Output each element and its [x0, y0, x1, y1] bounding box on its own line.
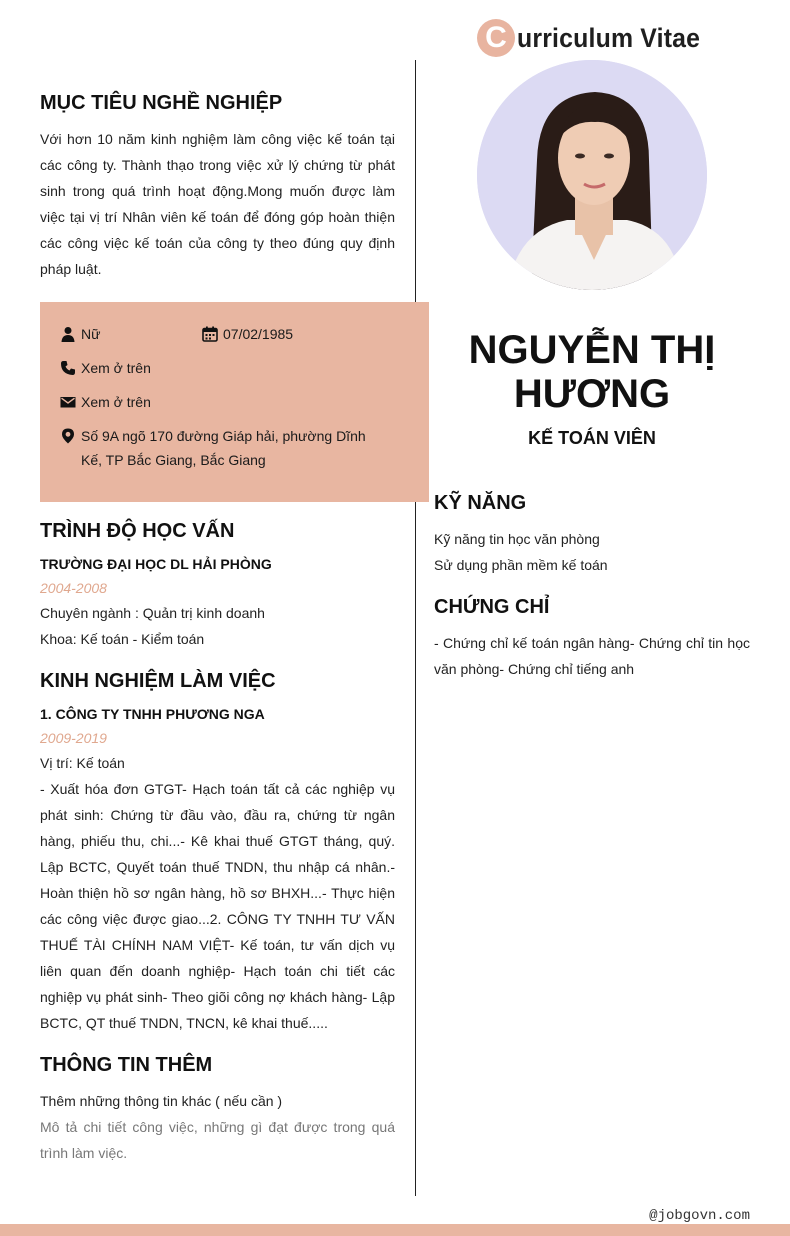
column-divider	[415, 60, 416, 1196]
watermark-link[interactable]: @jobgovn.com	[649, 1208, 750, 1224]
additional-line-1: Thêm những thông tin khác ( nếu cần )	[40, 1093, 283, 1109]
birthdate-value: 07/02/1985	[223, 326, 294, 342]
profile-photo	[477, 60, 707, 290]
footer-bar	[0, 1224, 790, 1236]
location-pin-icon	[60, 428, 76, 444]
logo-text: urriculum Vitae	[517, 22, 701, 53]
gender-value: Nữ	[81, 326, 101, 342]
experience-description: - Xuất hóa đơn GTGT- Hạch toán tất cả các nghiệp vụ phát sinh: Chứng từ đầu vào, đầu ra, chứng từ ngân hàng, phiếu thu, chi...- Kê khai thuế GTGT tháng, quý. Lập BCTC, Quyết toán thuế TNDN, thu nhập cá nhân.- Hoàn thiện hồ sơ ngân hàng, hồ sơ BHXH...- Thực hiện các công việc được giao...2. CÔNG TY TNHH TƯ VẤN THUẾ TÀI CHÍNH NAM VIỆT- Kế toán, tư vấn dịch vụ liên quan đến doanh nghiệp- Hạch toán chi tiết các nghiệp vụ phát sinh- Theo giõi công nợ khách hàng- Lập BCTC, QT thuế TNDN, TNCN, kê khai thuế.....	[40, 781, 395, 1031]
education-years: 2004-2008	[40, 580, 107, 596]
skill-item: Kỹ năng tin học văn phòng	[434, 531, 600, 547]
phone-value: Xem ở trên	[81, 360, 151, 376]
education-heading: TRÌNH ĐỘ HỌC VẤN	[40, 520, 235, 542]
certificates-heading: CHỨNG CHỈ	[434, 596, 550, 618]
objective-heading: MỤC TIÊU NGHỀ NGHIỆP	[40, 92, 283, 114]
job-title: KẾ TOÁN VIÊN	[528, 428, 656, 448]
objective-text: Với hơn 10 năm kinh nghiệm làm công việc kế toán tại các công ty. Thành thạo trong việc xử lý chứng từ phát sinh trong quá trình hoạt động.Mong muốn được làm việc tại vị trí Nhân viên kế toán để đóng góp hoàn thiện các công việc kế toán của công ty theo đúng quy định pháp luật.	[40, 131, 395, 277]
experience-years: 2009-2019	[40, 730, 107, 746]
company-name: 1. CÔNG TY TNHH PHƯƠNG NGA	[40, 706, 265, 722]
calendar-icon	[202, 326, 218, 342]
skills-heading: KỸ NĂNG	[434, 492, 527, 514]
email-row	[60, 390, 151, 414]
address-row	[60, 424, 390, 472]
person-icon	[60, 326, 76, 342]
experience-heading: KINH NGHIỆM LÀM VIỆC	[40, 670, 276, 692]
phone-icon	[60, 360, 76, 376]
personal-info-box	[40, 302, 429, 502]
phone-row	[60, 356, 151, 380]
gender-row	[60, 322, 100, 346]
school-name: TRƯỜNG ĐẠI HỌC DL HẢI PHÒNG	[40, 556, 272, 572]
certificates-text: - Chứng chỉ kế toán ngân hàng- Chứng chỉ tin học văn phòng- Chứng chỉ tiếng anh	[434, 635, 750, 677]
additional-line-2: Mô tả chi tiết công việc, những gì đạt được trong quá trình làm việc.	[40, 1119, 395, 1161]
skill-item: Sử dụng phần mềm kế toán	[434, 557, 608, 573]
full-name: NGUYỄN THỊ HƯƠNG	[468, 328, 716, 416]
birthdate-row	[202, 322, 293, 346]
additional-heading: THÔNG TIN THÊM	[40, 1054, 213, 1076]
address-value: Số 9A ngõ 170 đường Giáp hải, phường Dĩnh Kế, TP Bắc Giang, Bắc Giang	[81, 428, 366, 468]
logo-letter: C	[477, 19, 515, 57]
envelope-icon	[60, 394, 76, 410]
education-major: Chuyên ngành : Quản trị kinh doanh	[40, 605, 265, 621]
cv-logo	[477, 18, 716, 58]
email-value: Xem ở trên	[81, 394, 151, 410]
education-faculty: Khoa: Kế toán - Kiểm toán	[40, 631, 205, 647]
experience-position: Vị trí: Kế toán	[40, 755, 125, 771]
